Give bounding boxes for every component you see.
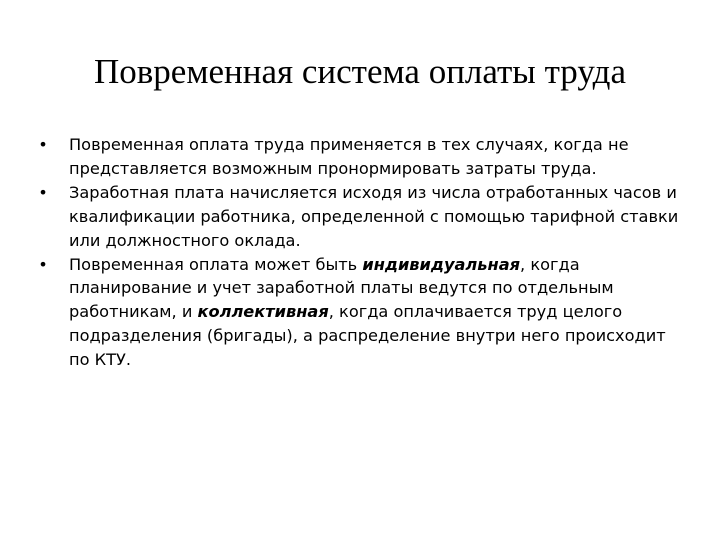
- bullet-item-0: [36, 133, 686, 181]
- emphasis-individual: индивидуальная: [362, 254, 521, 274]
- slide-title: Повременная система оплаты труда: [94, 52, 626, 91]
- bullet-item-1: [36, 181, 686, 253]
- emphasis-collective: коллективная: [197, 302, 329, 322]
- bullet-text: , когда планирование и учет заработной платы ведутся по отдельным работникам, и: [69, 254, 614, 322]
- bullet-text: Заработная плата начисляется исходя из числа отработанных часов и квалификации работника, определенной с помощью тарифной ставки или должностного оклада.: [69, 182, 679, 250]
- bullet-icon: •: [38, 182, 48, 202]
- bullet-item-2: [36, 253, 686, 373]
- bullet-text: , когда оплачивается труд целого подразделения (бригады), а распределение внутри него происходит по КТУ.: [69, 302, 666, 370]
- bullet-text: Повременная оплата труда применяется в тех случаях, когда не представляется возможным пронормировать затраты труда.: [69, 135, 629, 178]
- bullet-list: [36, 133, 686, 372]
- bullet-icon: •: [38, 135, 48, 154]
- bullet-text: Повременная оплата может быть: [69, 254, 363, 274]
- bullet-icon: •: [38, 254, 48, 274]
